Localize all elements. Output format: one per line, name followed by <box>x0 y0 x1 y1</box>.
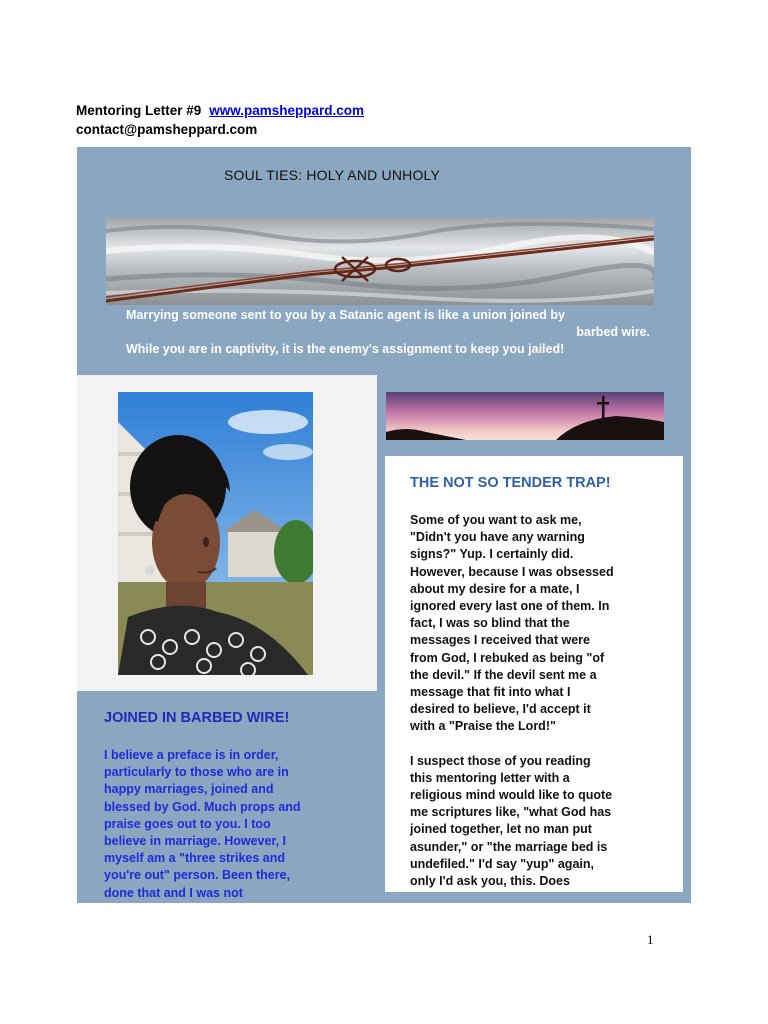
body-line: from God, I rebuked as being "of <box>410 650 605 665</box>
body-line: me scriptures like, "what God has <box>410 805 612 820</box>
body-line: fact, I was so blind that the <box>410 616 570 631</box>
body-line: done that and I was not <box>104 885 243 900</box>
body-line: particularly to those who are in <box>104 765 289 780</box>
body-line: ignored every last one of them. In <box>410 599 610 614</box>
right-section-heading: THE NOT SO TENDER TRAP! <box>410 475 611 491</box>
document-header <box>76 101 364 139</box>
body-line: asunder," or "the marriage bed is <box>410 839 608 854</box>
body-line: However, because I was obsessed <box>410 564 614 579</box>
author-photo <box>118 392 313 675</box>
body-line: praise goes out to you. I too <box>104 816 271 831</box>
banner-caption <box>110 307 658 358</box>
body-line: happy marriages, joined and <box>104 782 274 797</box>
caption-line: barbed wire. <box>576 325 650 339</box>
body-line: I believe a preface is in order, <box>104 748 279 762</box>
body-line: myself am a "three strikes and <box>104 851 286 866</box>
body-line: only I'd ask you, this. Does <box>410 874 570 889</box>
body-line: undefiled." I'd say "yup" again, <box>410 856 594 871</box>
body-line: blessed by God. Much props and <box>104 799 301 814</box>
body-line: the devil." If the devil sent me a <box>410 667 597 682</box>
body-line: desired to believe, I'd accept it <box>410 702 591 717</box>
body-line: message that fit into what I <box>410 685 571 700</box>
right-section-body <box>410 512 670 890</box>
caption-line: While you are in captivity, it is the enemy's assignment to keep you jailed! <box>126 342 565 356</box>
left-section-heading: JOINED IN BARBED WIRE! <box>104 710 290 726</box>
body-line: you're out" person. Been there, <box>104 868 291 883</box>
letter-title-line <box>76 101 364 120</box>
cross-sunset-image <box>386 392 664 440</box>
barbed-wire-image <box>106 217 654 305</box>
paragraph-gap <box>410 736 670 753</box>
caption-line: Marrying someone sent to you by a Satanic agent is like a union joined by <box>126 308 565 322</box>
body-line: about my desire for a mate, I <box>410 581 580 596</box>
body-line: I suspect those of you reading <box>410 753 591 768</box>
left-section-body <box>104 747 364 902</box>
contact-email[interactable]: contact@pamsheppard.com <box>76 122 258 137</box>
body-line: religious mind would like to quote <box>410 788 613 803</box>
body-line: this mentoring letter with a <box>410 770 570 785</box>
body-line: Some of you want to ask me, <box>410 513 582 527</box>
body-line: joined together, let no man put <box>410 822 592 837</box>
body-line: messages I received that were <box>410 633 590 648</box>
body-line: with a "Praise the Lord!" <box>410 719 556 734</box>
website-link[interactable]: www.pamsheppard.com <box>209 103 365 118</box>
page-number: 1 <box>647 932 654 947</box>
letter-label: Mentoring Letter #9 <box>76 103 202 118</box>
body-line: signs?" Yup. I certainly did. <box>410 547 574 562</box>
body-line: believe in marriage. However, I <box>104 834 287 849</box>
body-line: "Didn't you have any warning <box>410 530 585 545</box>
newsletter-title: SOUL TIES: HOLY AND UNHOLY <box>224 167 441 183</box>
